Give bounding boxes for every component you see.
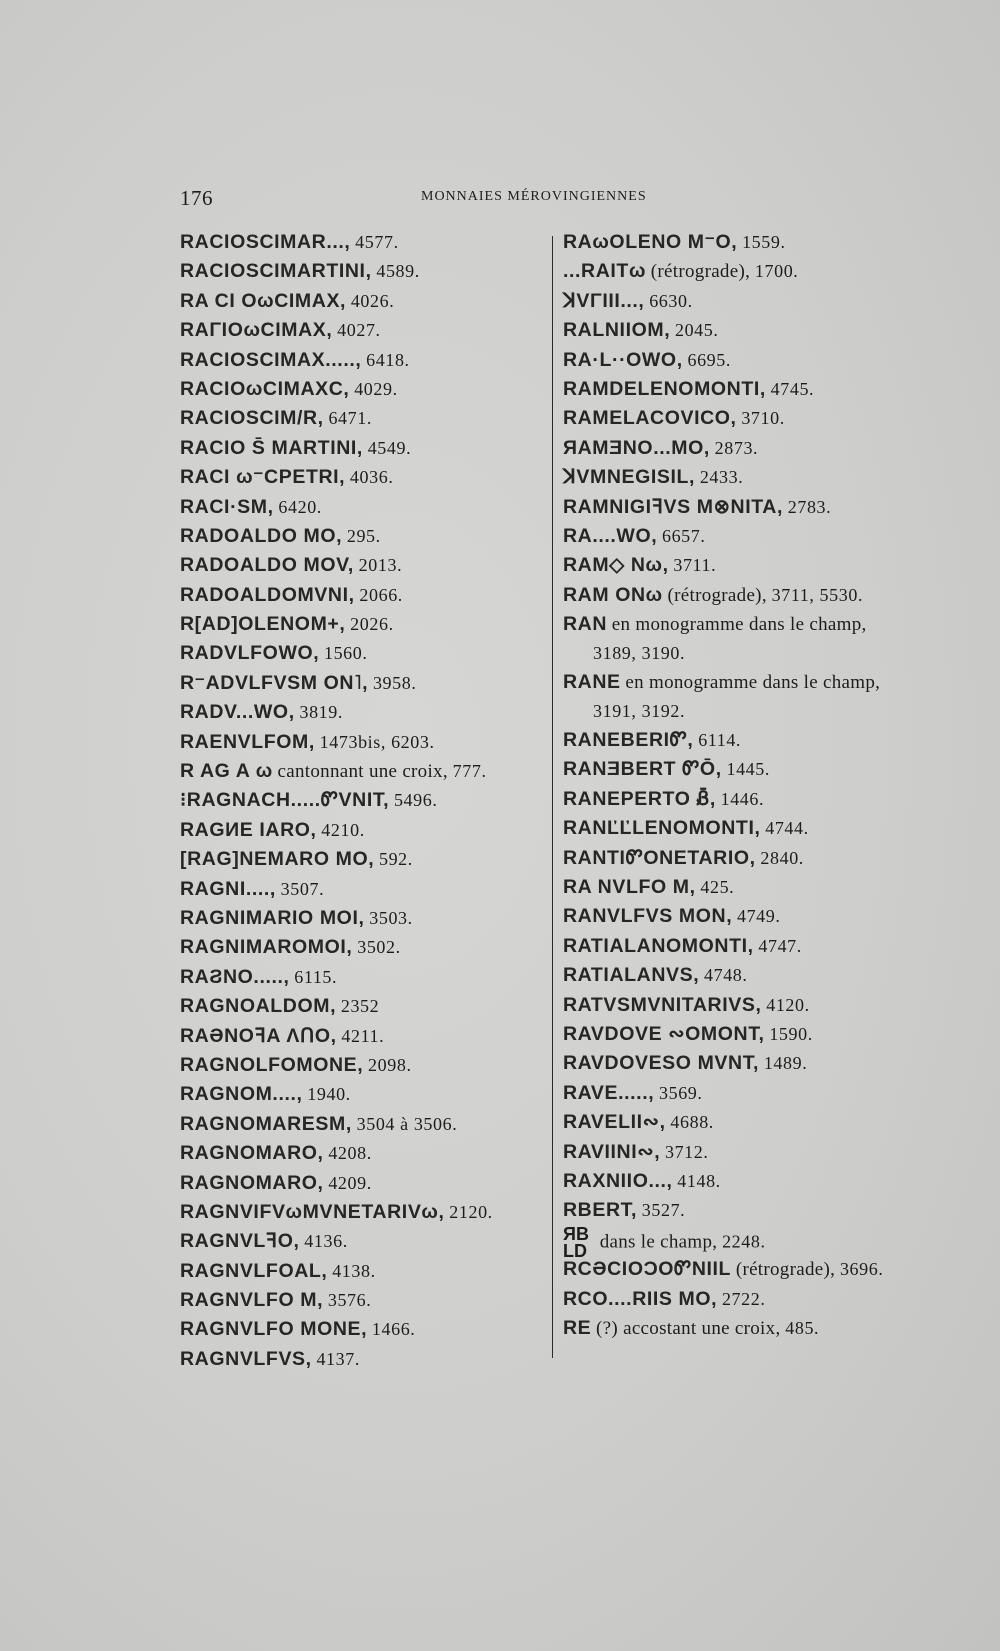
catalogue-entry [180, 845, 540, 874]
coin-legend: RAGNVLFO MONE, [180, 1318, 368, 1341]
coin-legend: RAVIINI∾, [563, 1140, 661, 1163]
reference-number: 3527. [641, 1200, 686, 1221]
reference-number: 4026. [350, 290, 395, 311]
reference-number: 3569. [659, 1082, 703, 1103]
coin-legend: RACIOωCIMAXC, [180, 377, 350, 400]
catalogue-entry [180, 1198, 540, 1227]
coin-legend: RAGNOM...., [180, 1083, 303, 1106]
coin-legend: RAGNOMARESM, [180, 1112, 352, 1135]
coin-legend: RAXNIIO..., [563, 1169, 673, 1192]
coin-legend: RAGNVLFVS, [180, 1347, 312, 1370]
coin-legend: ...RAITω [563, 260, 647, 283]
coin-legend: RACIOSCIMAR..., [180, 231, 351, 253]
reference-number: 3504 à 3506. [356, 1113, 458, 1134]
coin-legend: RAGNIMAROMOI, [180, 936, 353, 959]
catalogue-entry [180, 463, 540, 492]
reference-number: 3503. [369, 907, 413, 928]
reference-number: 4148. [677, 1170, 721, 1191]
catalogue-entry [563, 551, 943, 580]
reference-number: 2433. [699, 467, 744, 488]
catalogue-entry [563, 844, 943, 873]
catalogue-entry [563, 581, 943, 610]
catalogue-entry [180, 228, 540, 257]
catalogue-entry [563, 1079, 943, 1108]
entry-description: cantonnant une croix, [277, 761, 448, 783]
entry-description: dans le champ, [599, 1231, 718, 1253]
reference-number: 2248. [722, 1231, 766, 1252]
entry-description: en monogramme dans le champ, [611, 614, 867, 636]
reference-number: 1590. [769, 1023, 813, 1044]
reference-number: 6471. [328, 408, 372, 429]
catalogue-entry [180, 963, 540, 992]
entry-description: en monogramme dans le champ, [625, 672, 881, 694]
reference-number: 4027. [337, 320, 381, 341]
coin-legend: RCO....RIIS MO, [563, 1287, 718, 1310]
coin-legend: RACI ω⁻CPETRI, [180, 466, 346, 489]
catalogue-entry [180, 1345, 540, 1374]
reference-number: 4138. [332, 1260, 376, 1281]
coin-legend: RANVLFVS MON, [563, 905, 733, 928]
reference-number: 1466. [371, 1319, 416, 1340]
reference-number: 2783. [787, 496, 832, 517]
reference-number: 3576. [327, 1290, 372, 1311]
coin-legend: ЯAMƎNO...MO, [563, 436, 710, 459]
catalogue-entry [563, 961, 943, 990]
catalogue-entry [563, 346, 943, 375]
coin-legend: RADOALDOMVNI, [180, 583, 355, 606]
catalogue-entry [180, 816, 540, 845]
entry-description: (?) accostant une croix, [596, 1317, 781, 1339]
reference-number: 4749. [736, 906, 781, 927]
reference-number: 4208. [328, 1143, 372, 1164]
left-column [180, 228, 540, 1374]
catalogue-entry [180, 698, 540, 727]
catalogue-entry [180, 287, 540, 316]
catalogue-entry [180, 493, 540, 522]
catalogue-entry [180, 346, 540, 375]
coin-legend: RAGNVLFOAL, [180, 1259, 328, 1282]
catalogue-entry [180, 316, 540, 345]
coin-legend: RANƎBERT ᏛŌ, [563, 758, 722, 781]
catalogue-entry [180, 1110, 540, 1139]
catalogue-entry [563, 1167, 943, 1196]
catalogue-entry [180, 610, 540, 639]
coin-legend: RAM◇ Nω, [563, 554, 669, 577]
coin-legend: RACIOSCIMAX....., [180, 348, 362, 371]
right-column [563, 228, 943, 1343]
column-divider [552, 236, 553, 1358]
reference-number: 6657. [661, 525, 706, 546]
reference-number: 3712. [664, 1141, 709, 1162]
coin-legend: RA NVLFO M, [563, 876, 696, 899]
catalogue-entry [563, 1223, 943, 1261]
coin-legend: RATIALANOMONTI, [563, 934, 754, 957]
reference-number: 2098. [368, 1054, 412, 1075]
coin-legend: RAϨNO....., [180, 965, 290, 988]
coin-legend: RANEPERTO Ᏸ̄, [563, 787, 716, 810]
coin-legend: ꓘVMNEGISIL, [563, 466, 696, 489]
catalogue-entry [180, 728, 540, 757]
reference-number: 4211. [341, 1025, 385, 1046]
reference-number: 295. [346, 525, 381, 546]
catalogue-entry [563, 1049, 943, 1078]
coin-legend: RAGNOMARO, [180, 1142, 324, 1165]
catalogue-entry [180, 904, 540, 933]
reference-number: 777. [452, 761, 487, 782]
catalogue-entry [180, 933, 540, 962]
reference-number: 6418. [366, 349, 410, 370]
coin-legend: RANĽĽLENOMONTI, [563, 817, 761, 840]
reference-number: 2120. [449, 1201, 493, 1222]
entry-description: (rétrograde), [650, 261, 751, 283]
coin-legend: RAVE....., [563, 1081, 655, 1104]
legend-bottom: LD [563, 1240, 587, 1261]
entry-description: (rétrograde), [735, 1259, 836, 1281]
catalogue-entry [563, 902, 943, 931]
reference-number: 3711, 5530. [771, 584, 864, 605]
coin-legend: RAGNVIFVωMVNETARIVω, [180, 1200, 445, 1223]
catalogue-entry [563, 375, 943, 404]
catalogue-entry [180, 522, 540, 551]
catalogue-entry [563, 1138, 943, 1167]
catalogue-entry [180, 581, 540, 610]
reference-number: 1940. [307, 1084, 351, 1105]
catalogue-entry [180, 1051, 540, 1080]
reference-number: 6114. [698, 730, 742, 751]
reference-number: 2352 [340, 996, 380, 1017]
reference-number: 4120. [766, 994, 810, 1015]
catalogue-entry [180, 1257, 540, 1286]
catalogue-entry [563, 522, 943, 551]
coin-legend: RATIALANVS, [563, 964, 700, 987]
reference-number: 3711. [673, 555, 717, 576]
reference-number: 4029. [354, 378, 398, 399]
coin-legend: RAGNI...., [180, 877, 276, 900]
catalogue-entry [563, 257, 943, 286]
catalogue-entry [180, 786, 540, 815]
coin-legend: RANE [563, 671, 621, 694]
reference-number: 4209. [328, 1172, 372, 1193]
coin-legend: R[AD]OLENOM+, [180, 613, 346, 636]
coin-legend: RAGNIMARIO MOI, [180, 906, 365, 929]
reference-number: 2026. [350, 614, 394, 635]
catalogue-entry [563, 404, 943, 433]
catalogue-entry [180, 434, 540, 463]
reference-number: 1489. [763, 1053, 808, 1074]
catalogue-entry [180, 1315, 540, 1344]
catalogue-entry [180, 257, 540, 286]
coin-legend: RAGNVLFO M, [180, 1289, 324, 1312]
catalogue-entry [563, 287, 943, 316]
reference-number: 2045. [674, 320, 719, 341]
coin-legend: RACIOSCIM/R, [180, 407, 324, 430]
reference-number: 4744. [765, 818, 809, 839]
reference-number: 3710. [741, 408, 785, 429]
reference-number: 1559. [742, 232, 786, 252]
reference-number: 4745. [770, 378, 815, 399]
coin-legend: RANTIᏛONETARIO, [563, 846, 756, 869]
coin-legend: RBERT, [563, 1199, 638, 1222]
coin-legend: RALNIIOM, [563, 319, 671, 342]
coin-legend: RAVDOVESO MVNT, [563, 1052, 760, 1075]
page-header [180, 186, 680, 208]
coin-legend: RAMNIGIꟻVS M⊗NITA, [563, 495, 783, 518]
catalogue-entry [180, 375, 540, 404]
catalogue-entry [180, 1286, 540, 1315]
reference-number: 4210. [321, 819, 365, 840]
coin-legend: RAωOLENO M⁻O, [563, 231, 738, 253]
coin-legend: RCƏCIOƆOᏛNIIL [563, 1258, 732, 1281]
catalogue-entry [180, 1139, 540, 1168]
reference-number: 3189, 3190. [593, 643, 686, 664]
coin-legend: RACI·SM, [180, 495, 274, 518]
running-title: MONNAIES MÉROVINGIENNES [421, 189, 647, 204]
reference-number: 4589. [376, 261, 420, 282]
catalogue-entry [180, 1022, 540, 1051]
coin-legend: RAGИE IARO, [180, 818, 317, 841]
catalogue-entry [563, 785, 943, 814]
coin-legend: RADOALDO MOV, [180, 554, 354, 577]
reference-number: 4137. [316, 1348, 360, 1369]
reference-number: 2873. [714, 437, 759, 458]
reference-number: 3958. [372, 672, 417, 693]
coin-legend: RAENVLFOM, [180, 730, 315, 753]
reference-number: 592. [378, 849, 413, 870]
catalogue-entry [180, 639, 540, 668]
reference-number: 2722. [721, 1288, 766, 1309]
coin-legend: RADVLFOWO, [180, 642, 320, 665]
coin-legend: RADV...WO, [180, 701, 295, 724]
reference-number: 2840. [760, 847, 804, 868]
reference-number: 3507. [280, 878, 325, 899]
page-number: 176 [180, 186, 213, 210]
catalogue-entry [563, 1196, 943, 1225]
catalogue-entry [180, 551, 540, 580]
coin-legend: RAVDOVE ∾OMONT, [563, 1022, 765, 1045]
catalogue-entry [563, 814, 943, 843]
catalogue-entry [563, 1108, 943, 1137]
reference-number: 4549. [367, 437, 412, 458]
coin-legend: RA....WO, [563, 524, 658, 547]
catalogue-entry [180, 992, 540, 1021]
reference-number: 5496. [393, 790, 438, 811]
coin-legend: RAMDELENOMONTI, [563, 377, 766, 400]
coin-legend: RAM ONω [563, 583, 663, 606]
catalogue-entry [180, 875, 540, 904]
coin-legend: RA·L··OWO, [563, 348, 683, 371]
reference-number: 1700. [754, 261, 799, 282]
coin-legend: RAƏNOꟻA ΛᑎO, [180, 1024, 337, 1047]
coin-legend: R AG A ω [180, 760, 273, 783]
reference-number: 1473bis, 6203. [319, 731, 435, 752]
reference-number: 6115. [294, 966, 338, 987]
reference-number: 425. [700, 877, 735, 898]
reference-number: 2013. [358, 555, 403, 576]
catalogue-entry [180, 404, 540, 433]
catalogue-entry [563, 1255, 943, 1284]
coin-legend: RACIO S̄ MARTINI, [180, 436, 363, 459]
catalogue-entry [563, 463, 943, 492]
reference-number: 4688. [670, 1112, 714, 1133]
coin-legend: [RAG]NEMARO MO, [180, 848, 375, 871]
coin-legend: RATVSMVNITARIVS, [563, 993, 762, 1016]
catalogue-entry [180, 1169, 540, 1198]
coin-legend: RE [563, 1316, 592, 1339]
catalogue-entry [563, 1020, 943, 1049]
reference-number: 6630. [649, 290, 693, 311]
catalogue-entry [563, 668, 943, 726]
reference-number: 1560. [323, 643, 368, 664]
reference-number: 485. [785, 1317, 820, 1338]
catalogue-entry [563, 316, 943, 345]
coin-legend: RAVELII∾, [563, 1111, 666, 1134]
catalogue-entry [180, 1080, 540, 1109]
catalogue-entry [563, 610, 943, 668]
coin-legend: RAGNOLFOMONE, [180, 1053, 364, 1076]
catalogue-entry [563, 932, 943, 961]
coin-legend: RAΓIOωCIMAX, [180, 319, 333, 342]
reference-number: 4036. [349, 467, 394, 488]
catalogue-entry [563, 1285, 943, 1314]
catalogue-entry [180, 1227, 540, 1256]
legend-top: ЯB [563, 1223, 589, 1244]
reference-number: 2066. [359, 584, 403, 605]
coin-legend: RA CI OωCIMAX, [180, 289, 347, 312]
reference-number: 4136. [304, 1231, 348, 1252]
reference-number: 1446. [720, 788, 765, 809]
catalogue-entry [563, 873, 943, 902]
reference-number: 3191, 3192. [593, 701, 686, 722]
coin-legend: R⁻ADVLFVSM ON˥, [180, 671, 369, 694]
coin-legend: RAGNOALDOM, [180, 995, 337, 1018]
coin-legend: RAN [563, 613, 608, 636]
catalogue-entry [563, 755, 943, 784]
catalogue-entry [180, 669, 540, 698]
reference-number: 3502. [357, 937, 401, 958]
reference-number: 3696. [839, 1259, 884, 1280]
coin-legend: RAGNVLꟻO, [180, 1230, 300, 1253]
coin-legend: ꓘVΓIII..., [563, 289, 645, 312]
reference-number: 1445. [726, 759, 770, 780]
reference-number: 4748. [704, 965, 748, 986]
coin-legend: RADOALDO MO, [180, 524, 343, 547]
catalogue-entry [563, 434, 943, 463]
coin-legend: RAGNOMARO, [180, 1171, 324, 1194]
coin-legend: ⁝RAGNACH.....ᏛVNIT, [180, 789, 390, 812]
reference-number: 3819. [299, 702, 343, 723]
catalogue-entry [563, 228, 943, 257]
reference-number: 6420. [278, 496, 322, 517]
reference-number: 6695. [687, 349, 731, 370]
catalogue-entry [563, 493, 943, 522]
coin-legend: RANEBERIᏛ, [563, 729, 694, 752]
reference-number: 4577. [355, 232, 399, 252]
coin-legend: RACIOSCIMARTINI, [180, 260, 372, 283]
reference-number: 4747. [758, 935, 802, 956]
catalogue-entry [563, 991, 943, 1020]
entry-description: (rétrograde), [667, 584, 767, 606]
catalogue-entry [563, 726, 943, 755]
catalogue-entry [180, 757, 540, 786]
catalogue-entry [563, 1314, 943, 1343]
coin-legend: RAMELACOVICO, [563, 407, 737, 430]
